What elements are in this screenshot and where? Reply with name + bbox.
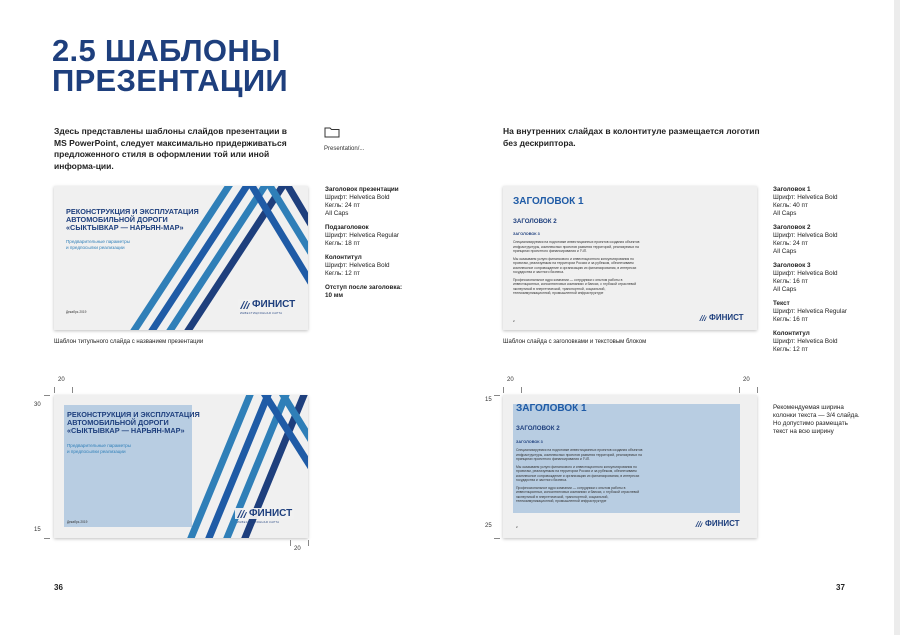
finist-logo: ФИНИСТ (238, 299, 297, 310)
folder-label: Presentation/... (324, 146, 365, 152)
logo-mark-icon (240, 301, 250, 309)
margin-top-left-label: 20 (507, 377, 514, 383)
finist-logo: ФИНИСТ (235, 508, 294, 519)
margin-tick (494, 538, 500, 539)
margin-tick (757, 387, 758, 393)
page-gutter (894, 0, 900, 635)
slide-date: Декабрь 2019 (66, 310, 87, 314)
margin-tick (503, 387, 504, 393)
slide-body-text: Специализируемся на подготовке инвестиционных проектов создания объектов инфраструктуры, комплексных проектов развития территорий, реализуемых на принципах проектного финансирования и ГЧП. Мы оказываем услуги финансового и инвестиционного консультирования по проектам, реализуемым на территории России и за рубежом, обеспечиваем комплексное сопровождение и организацию их финансирования, в интересах государства и частного бизнеса. Профессиональное ядро компании — сотрудники с опытом работы в инвестиционных, консалтинговых компаниях и банках, с глубокой отраслевой экспертизой в энергетической, транспортной, социальной, телекоммуникационной, промышленной инфраструктуре (513, 240, 640, 295)
page-title: 2.5 ШАБЛОНЫ ПРЕЗЕНТАЦИИ (52, 33, 288, 98)
slide-heading-2: ЗАГОЛОВОК 2 (516, 425, 560, 432)
spec-content-slide: Заголовок 1 Шрифт: Helvetica Bold Кегль: 40 пт All Caps Заголовок 2 Шрифт: Helvetica Bold Кегль: 24 пт All Caps Заголовок 3 Шрифт: Helvetica Bold Кегль: 16 пт All Caps Текст Шрифт: Helvetica Regular Кегль: 16 пт Колонтитул Шрифт: Helvetica Bold Кегль: 12 пт (773, 186, 847, 353)
content-slide-template (503, 186, 757, 330)
intro-right: На внутренних слайдах в колонтитуле размещается логотип без дескриптора. (503, 126, 760, 148)
margin-tick (72, 387, 73, 393)
margin-tick (44, 395, 50, 396)
slide-title: РЕКОНСТРУКЦИЯ И ЭКСПЛУАТАЦИЯ АВТОМОБИЛЬНОЙ ДОРОГИ «СЫКТЫВКАР — НАРЬЯН-МАР» (67, 410, 200, 435)
title-slide-margins (54, 395, 308, 538)
margin-bottom-label: 15 (34, 527, 41, 533)
margin-tick (494, 395, 500, 396)
logo-tagline: ИНВЕСТИЦИОННАЯ КАРТА (237, 521, 280, 524)
slide-heading-3: ЗАГОЛОВОК 3 (516, 440, 543, 444)
slide-body-text: Специализируемся на подготовке инвестиционных проектов создания объектов инфраструктуры, комплексных проектов развития территорий, реализуемых на принципах проектного финансирования и ГЧП. Мы оказываем услуги финансового и инвестиционного консультирования по проектам, реализуемым на территории России и за рубежом, обеспечиваем комплексное сопровождение и организацию их финансирования, в интересах государства и частного бизнеса. Профессиональное ядро компании — сотрудники с опытом работы в инвестиционных, консалтинговых компаниях и банках, с глубокой отраслевой экспертизой в энергетической, транспортной, социальной, телекоммуникационной, промышленной инфраструктуре (516, 448, 643, 503)
content-slide-margins (503, 395, 757, 538)
logo-mark-icon (695, 521, 703, 527)
slide-heading-1: ЗАГОЛОВОК 1 (513, 196, 584, 207)
margin-right-label: 20 (294, 546, 301, 552)
slide-subtitle: Предварительные параметры и предпосылки реализации (67, 443, 131, 454)
margin-tick (290, 540, 291, 546)
spec-title-slide: Заголовок презентации Шрифт: Helvetica Bold Кегль: 24 пт All Caps Подзаголовок Шрифт: Helvetica Regular Кегль: 18 пт Колонтитул Шрифт: Helvetica Bold Кегль: 12 пт Отступ после заголовка: 10 мм (325, 186, 403, 299)
slide-page-number: 2 (516, 525, 518, 529)
margin-left-label: 30 (34, 402, 41, 408)
slide-page-number: 2 (513, 319, 515, 323)
slide-subtitle: Предварительные параметры и предпосылки реализации (66, 239, 130, 250)
slide-heading-2: ЗАГОЛОВОК 2 (513, 218, 557, 225)
logo-mark-icon (237, 510, 247, 518)
margin-tick (739, 387, 740, 393)
finist-logo: ФИНИСТ (695, 519, 740, 528)
margin-top-right-label: 20 (743, 377, 750, 383)
slide-title: РЕКОНСТРУКЦИЯ И ЭКСПЛУАТАЦИЯ АВТОМОБИЛЬНОЙ ДОРОГИ «СЫКТЫВКАР — НАРЬЯН-МАР» (66, 207, 199, 232)
column-width-note: Рекомендуемая ширина колонки текста — 3/4 слайда. Но допустимо размещать текст на всю ширину (773, 404, 860, 435)
page-number-right: 37 (836, 583, 845, 592)
margin-side-top-label: 15 (485, 397, 492, 403)
margin-tick (44, 538, 50, 539)
page-number-left: 36 (54, 583, 63, 592)
finist-logo: ФИНИСТ (699, 313, 744, 322)
caption-title-slide: Шаблон титульного слайда с названием презентации (54, 339, 204, 345)
folder-icon (324, 126, 340, 138)
caption-content-slide: Шаблон слайда с заголовками и текстовым блоком (503, 339, 647, 345)
margin-tick (521, 387, 522, 393)
intro-left: Здесь представлены шаблоны слайдов презентации в MS PowerPoint, следует максимально придерживаться предложенного стиля в оформлении той или иной информа-ции. (54, 126, 288, 171)
slide-heading-1: ЗАГОЛОВОК 1 (516, 403, 587, 414)
margin-side-bottom-label: 25 (485, 523, 492, 529)
margin-tick (54, 387, 55, 393)
margin-tick (308, 540, 309, 546)
logo-tagline: ИНВЕСТИЦИОННАЯ КАРТА (240, 312, 283, 315)
margin-top-label: 20 (58, 377, 65, 383)
slide-date: Декабрь 2019 (67, 520, 88, 524)
logo-mark-icon (699, 315, 707, 321)
slide-heading-3: ЗАГОЛОВОК 3 (513, 232, 540, 236)
title-slide-template (54, 186, 308, 330)
